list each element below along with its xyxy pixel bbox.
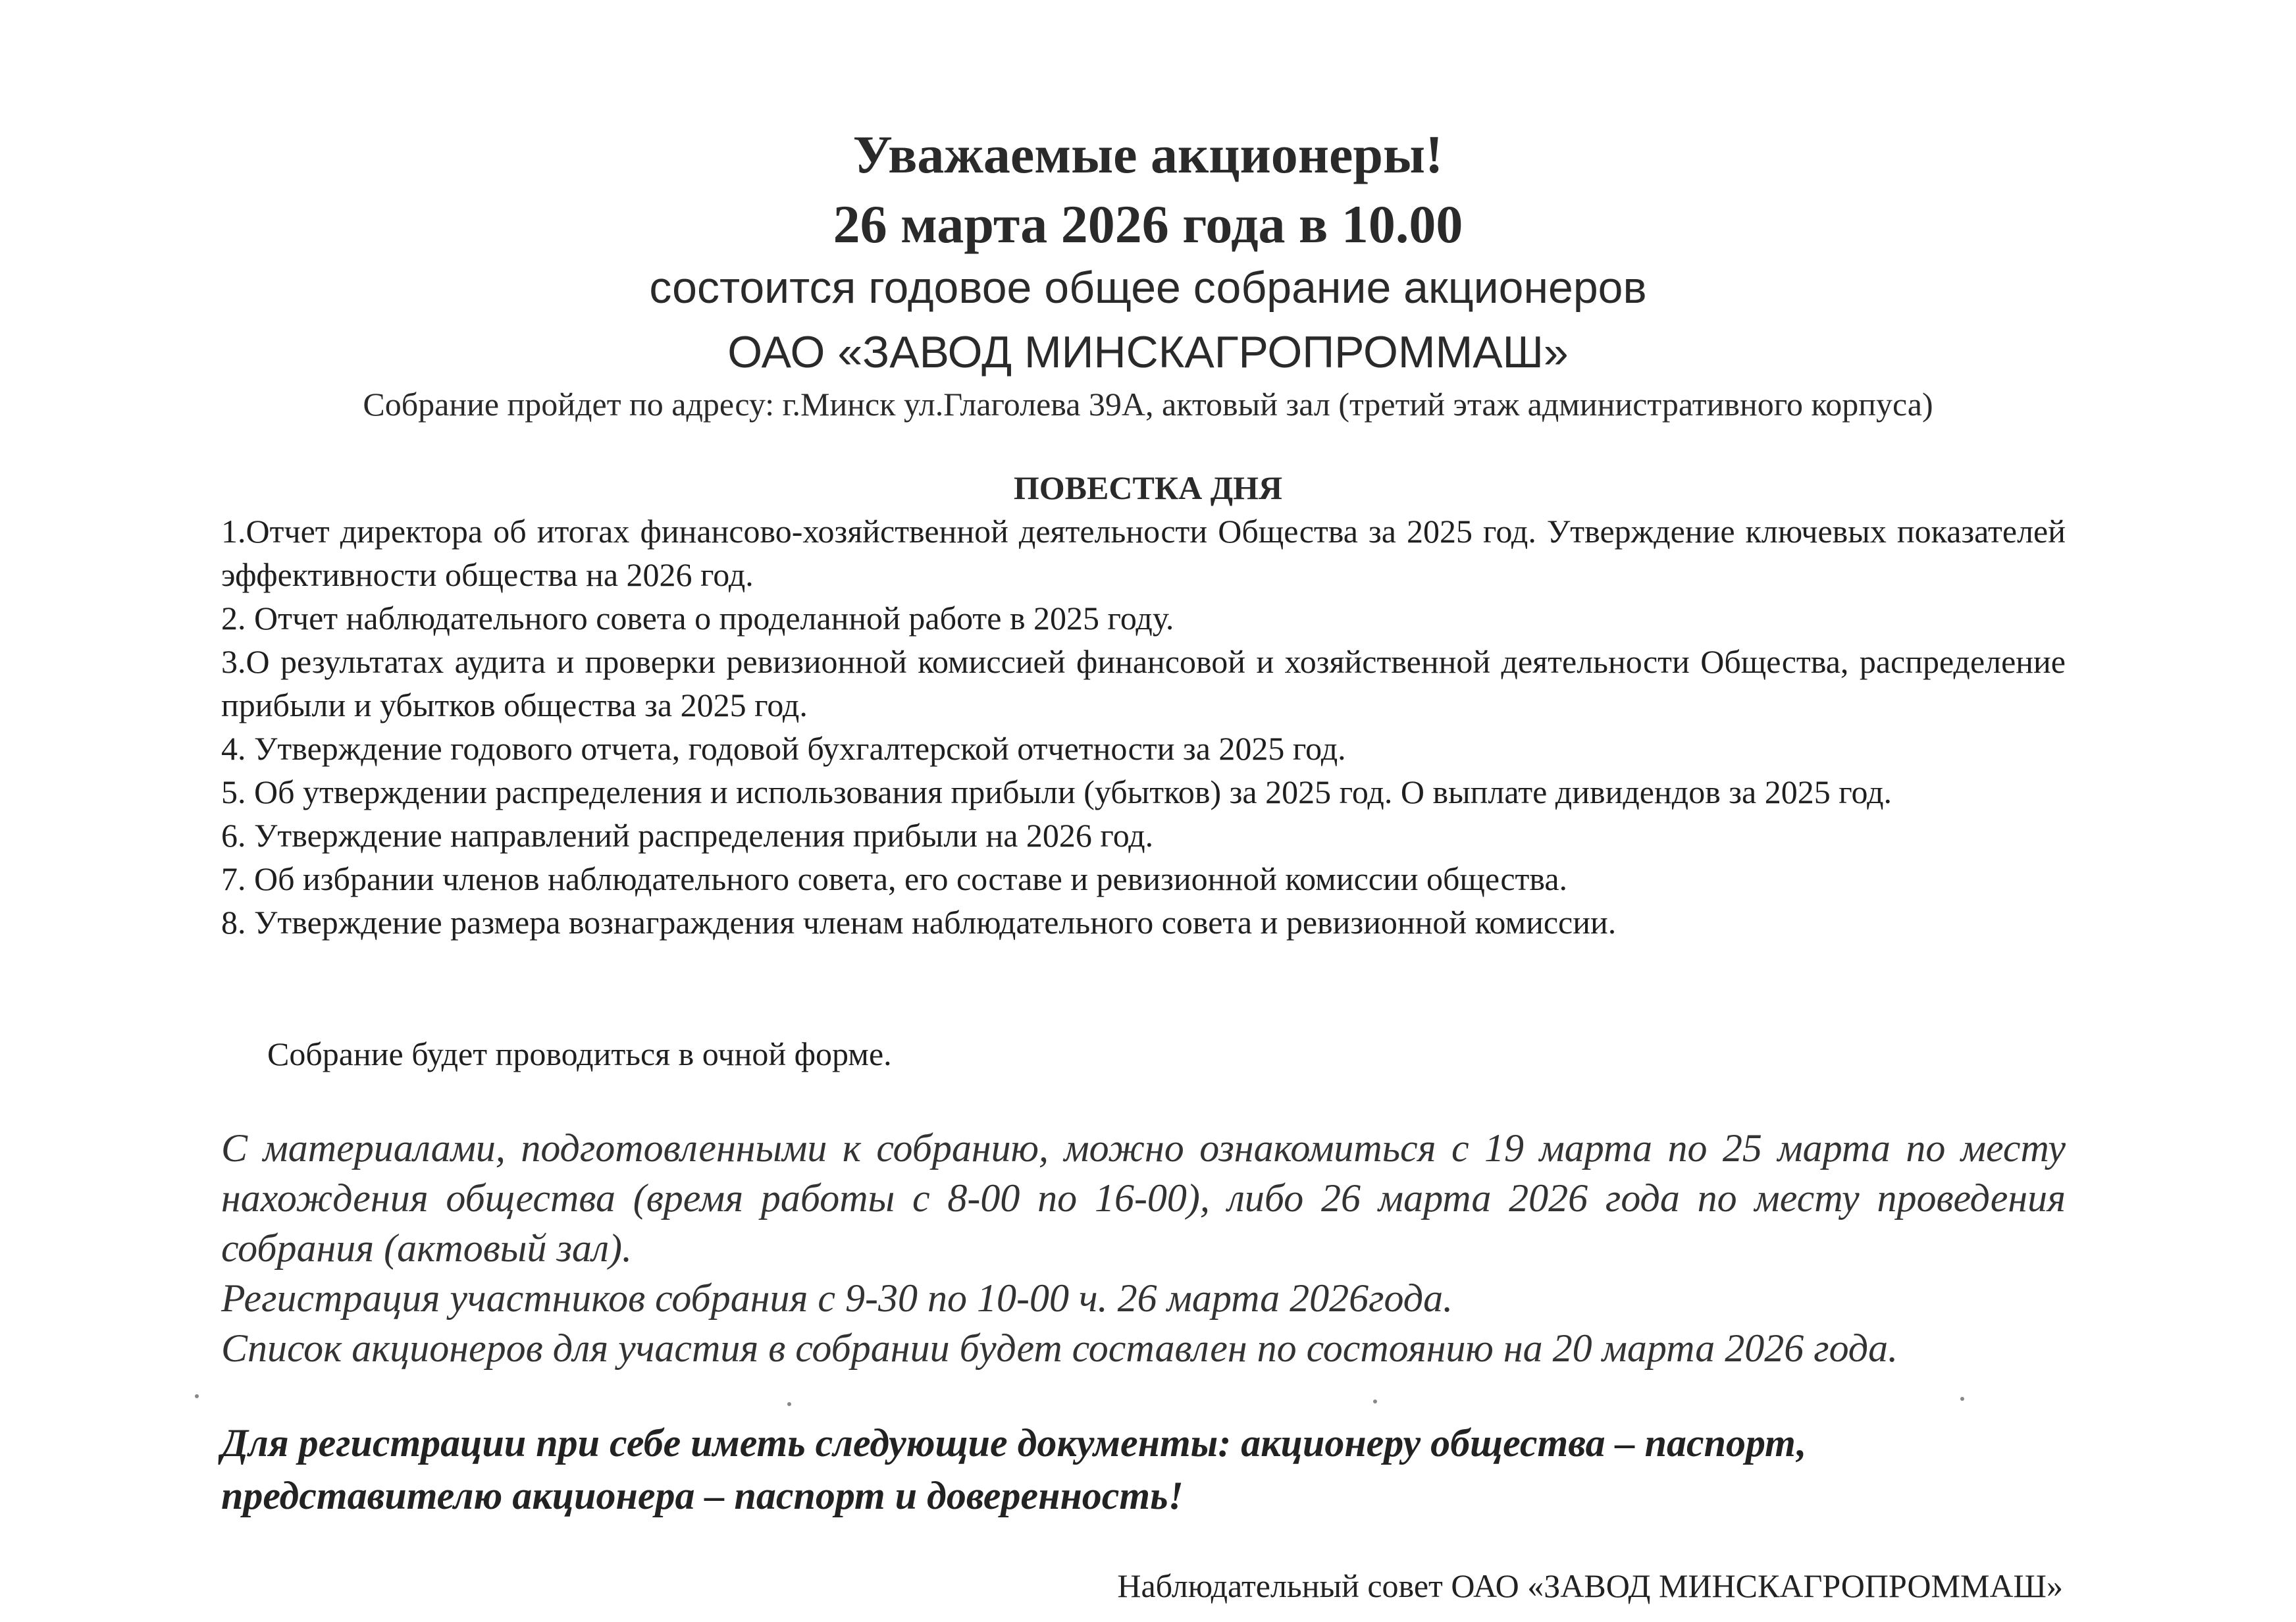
materials-note: С материалами, подготовленными к собранию, можно ознакомиться с 19 марта по 25 марта по месту нахождения общества (время работы с 8-00 по 16-00), либо 26 марта 2026 года по месту проведения собрания (актовый зал). [221,1126,2066,1270]
agenda-item: 1.Отчет директора об итогах финансово-хозяйственной деятельности Общества за 2025 год. Утверждение ключевых показателей эффективности общества на 2026 год. [221,513,2066,593]
meeting-form-note: Собрание будет проводиться в очной форме. [267,1035,892,1072]
greeting-heading: Уважаемые акционеры! [852,124,1444,184]
agenda-item: 3.О результатах аудита и проверки ревизионной комиссией финансовой и хозяйственной деятельности Общества, распределение прибыли и убытков общества за 2025 год. [221,643,2066,723]
documents-note: Для регистрации при себе иметь следующие документы: акционеру общества – паспорт, представителю акционера – паспорт и доверенность! [221,1421,1807,1517]
company-name: ОАО «ЗАВОД МИНСКАГРОПРОММАШ» [727,327,1569,377]
scan-speck [195,1394,199,1398]
agenda-title: ПОВЕСТКА ДНЯ [1013,469,1283,506]
scan-speck [1373,1400,1377,1403]
agenda-list [221,510,2066,944]
shareholder-list-note: Список акционеров для участия в собрании будет составлен по состоянию на 20 марта 2026 года. [221,1326,1898,1370]
meeting-info [221,1123,2066,1373]
scan-speck [787,1402,791,1406]
agenda-item: 8. Утверждение размера вознаграждения членам наблюдательного совета и ревизионной комиссии. [221,904,1617,941]
signature-line: Наблюдательный совет ОАО «ЗАВОД МИНСКАГРОПРОММАШ» [1117,1567,2063,1604]
agenda-item: 4. Утверждение годового отчета, годовой бухгалтерской отчетности за 2025 год. [221,730,1346,767]
scan-speck [1960,1397,1964,1401]
agenda-item: 5. Об утверждении распределения и использования прибыли (убытков) за 2025 год. О выплате дивидендов за 2025 год. [221,773,1892,810]
agenda-item: 7. Об избрании членов наблюдательного совета, его составе и ревизионной комиссии общества. [221,860,1568,897]
meeting-date-heading: 26 марта 2026 года в 10.00 [833,194,1463,254]
announcement-line: состоится годовое общее собрание акционеров [649,263,1647,313]
agenda-item: 2. Отчет наблюдательного совета о проделанной работе в 2025 году. [221,600,1174,637]
registration-note: Регистрация участников собрания с 9-30 по 10-00 ч. 26 марта 2026года. [221,1276,1453,1320]
agenda-item: 6. Утверждение направлений распределения прибыли на 2026 год. [221,817,1154,854]
meeting-address: Собрание пройдет по адресу: г.Минск ул.Глаголева 39А, актовый зал (третий этаж административного корпуса) [363,386,1933,423]
